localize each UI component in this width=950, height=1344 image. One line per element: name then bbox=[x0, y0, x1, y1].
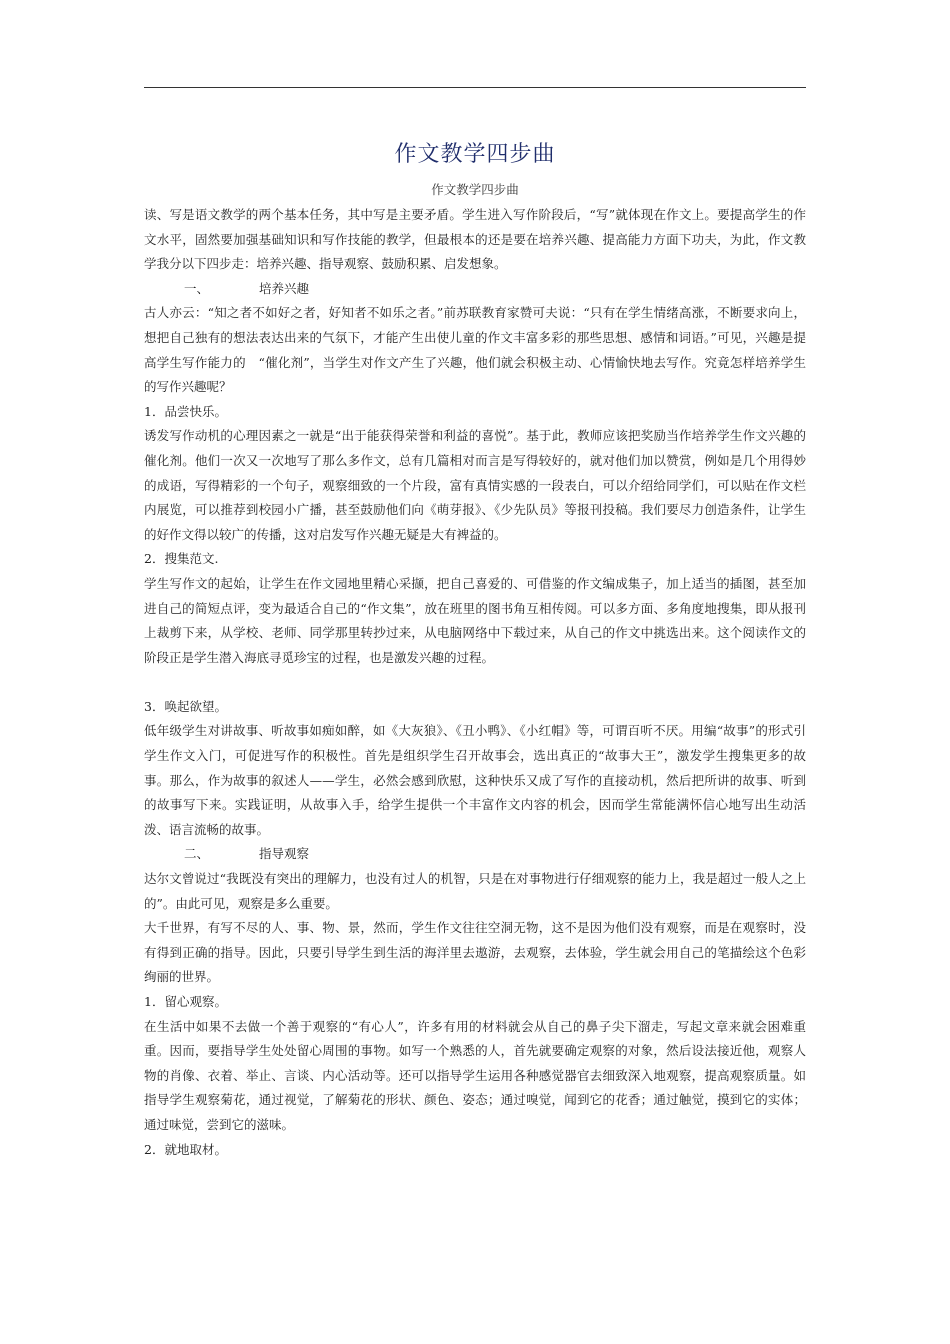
item-title: 1．留心观察。 bbox=[144, 994, 227, 1009]
paragraph: 低年级学生对讲故事、听故事如痴如醉，如《大灰狼》、《丑小鸭》、《小红帽》等，可谓百听不厌。用编“故事”的形式引学生作文入门，可促进写作的积极性。首先是组织学生召开故事会，选出真正的“故事大王”，激发学生搜集更多的故事。那么，作为故事的叙述人——学生，必然会感到欣慰，这种快乐又成了写作的直接动机，然后把所讲的故事、听到的故事写下来。实践证明，从故事入手，给学生提供一个丰富作文内容的机会，因而学生常能满怀信心地写出生动活泼、语言流畅的故事。 bbox=[144, 723, 806, 837]
document-subtitle: 作文教学四步曲 bbox=[431, 182, 519, 197]
item-title: 2．就地取材。 bbox=[144, 1141, 227, 1157]
blank-line bbox=[144, 670, 806, 695]
section-heading-2 bbox=[144, 842, 806, 867]
item-title: 2．搜集范文. bbox=[144, 551, 219, 567]
paragraph: 学生写作文的起始，让学生在作文园地里精心采撷，把自己喜爱的、可借鉴的作文编成集子，加上适当的插图，甚至加进自己的简短点评，变为最适合自己的“作文集”，放在班里的图书角互相传阅。可以多方面、多角度地搜集，即从报刊上裁剪下来，从学校、老师、同学那里转抄过来，从电脑网络中下载过来，从自己的作文中挑选出来。这个阅读作文的阶段正是学生潜入海底寻觅珍宝的过程，也是激发兴趣的过程。 bbox=[144, 575, 806, 665]
item-title: 3．唤起欲望。 bbox=[144, 698, 227, 714]
section-number: 二、 bbox=[184, 846, 210, 862]
section-number: 一、 bbox=[184, 280, 210, 296]
document-title: 作文教学四步曲 bbox=[394, 142, 556, 167]
intro-paragraph: 读、写是语文教学的两个基本任务，其中写是主要矛盾。学生进入写作阶段后，“写”就体现在作文上。要提高学生的作文水平，固然要加强基础知识和写作技能的教学，但最根本的还是要在培养兴趣、提高能力方面下功夫，为此，作文教学我分以下四步走：培养兴趣、指导观察、鼓励积累、启发想象。 bbox=[144, 207, 806, 272]
item-title: 1．品尝快乐。 bbox=[144, 403, 227, 419]
section-heading-1 bbox=[144, 277, 806, 302]
paragraph: 诱发写作动机的心理因素之一就是“出于能获得荣誉和利益的喜悦”。基于此，教师应该把奖励当作培养学生作文兴趣的催化剂。他们一次又一次地写了那么多作文，总有几篇相对而言是写得较好的，就对他们加以赞赏，例如是几个用得妙的成语，写得精彩的一个句子，观察细致的一个片段，富有真情实感的一段表白，可以介绍给同学们，可以贴在作文栏内展览，可以推荐到校园小广播，甚至鼓励他们向《萌芽报》、《少先队员》等报刊投稿。我们要尽力创造条件，让学生的好作文得以较广的传播，这对启发写作兴趣无疑是大有裨益的。 bbox=[144, 428, 806, 542]
paragraph: 大千世界，有写不尽的人、事、物、景，然而，学生作文往往空洞无物，这不是因为他们没有观察，而是在观察时，没有得到正确的指导。因此，只要引导学生到生活的海洋里去遨游，去观察，去体验，学生就会用自己的笔描绘这个色彩绚丽的世界。 bbox=[144, 920, 806, 985]
paragraph: 在生活中如果不去做一个善于观察的“有心人”，许多有用的材料就会从自己的鼻子尖下溜走，写起文章来就会困难重重。因而，要指导学生处处留心周围的事物。如写一个熟悉的人，首先就要确定观察的对象，然后设法接近他，观察人物的肖像、衣着、举止、言谈、内心活动等。还可以指导学生运用各种感觉器官去细致深入地观察，提高观察质量。如指导学生观察菊花，通过视觉，了解菊花的形状、颜色、姿态；通过嗅觉，闻到它的花香；通过触觉，摸到它的实体；通过味觉，尝到它的滋味。 bbox=[144, 1018, 806, 1132]
section-title: 指导观察 bbox=[259, 846, 310, 862]
paragraph: 古人亦云：“知之者不如好之者，好知者不如乐之者。”前苏联教育家赞可夫说：“只有在学生情绪高涨，不断要求向上，想把自己独有的想法表达出来的气氛下，才能产生出使儿童的作文丰富多彩的那些思想、感情和词语。”可见，兴趣是提高学生写作能力的 “催化剂”，当学生对作文产生了兴趣，他们就会积极主动、心情愉快地去写作。究竟怎样培养学生的写作兴趣呢？ bbox=[144, 305, 806, 395]
section-title: 培养兴趣 bbox=[259, 280, 310, 296]
document-body bbox=[144, 203, 806, 1162]
paragraph: 达尔文曾说过“我既没有突出的理解力，也没有过人的机智，只是在对事物进行仔细观察的能力上，我是超过一般人之上的”。由此可见，观察是多么重要。 bbox=[144, 871, 806, 911]
header-rule bbox=[144, 87, 806, 88]
